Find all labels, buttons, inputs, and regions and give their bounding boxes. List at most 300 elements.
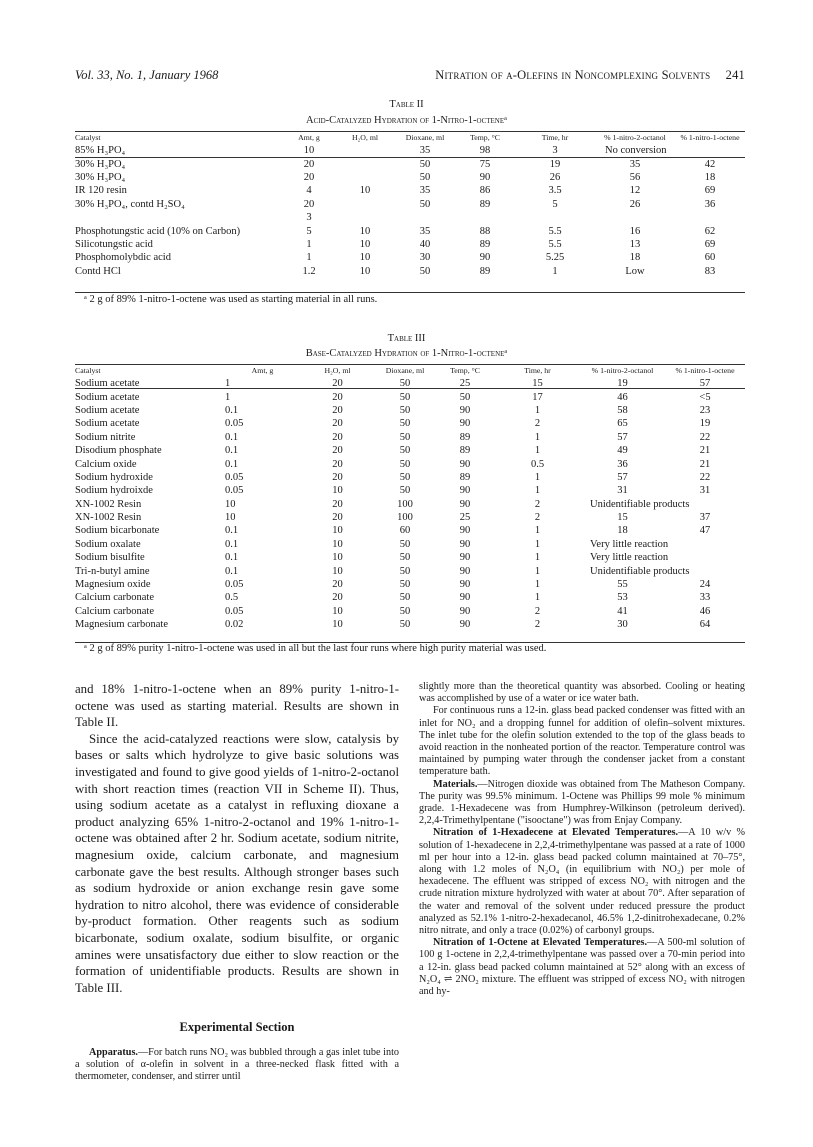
table-row [75, 591, 745, 604]
table-cell [335, 211, 395, 224]
table-cell: 83 [704, 265, 716, 277]
table-cell: 100 [397, 498, 413, 510]
table-cell: 0.05 [225, 485, 244, 497]
table-row [75, 618, 745, 631]
table-cell: 35 [419, 185, 431, 197]
right-paragraph-2: For continuous runs a 12-in. glass bead packed condenser was fitted with an inlet for NO₂ and a dropping funnel for addition of olefin–solvent mixtures. The inlet tube for the olefin solution extended to the top of the glass beads to avoid reaction in the nonheated portion of the reactor. Temperature control was maintained by pumping water through the condenser jacket from a constant temperature bath. [419, 705, 745, 778]
table-row [75, 551, 745, 564]
table-cell: 10 [332, 485, 343, 497]
table-2 [75, 133, 745, 278]
table-cell: 90 [479, 171, 491, 183]
table-cell: Sodium acetate [75, 378, 140, 390]
table-cell: 89 [459, 445, 471, 457]
table-cell: 90 [459, 552, 471, 564]
table-cell [335, 198, 395, 211]
table-cell: 69 [704, 238, 716, 250]
apparatus-paragraph [75, 1047, 399, 1084]
table-cell: 1 [534, 538, 541, 550]
table-cell: Phosphomolybdic acid [75, 252, 171, 264]
table-cell: Calcium oxide [75, 458, 137, 470]
table-cell: Phosphotungstic acid (10% on Carbon) [75, 225, 241, 237]
table-cell: 1.2 [302, 265, 316, 277]
table-cell: 50 [419, 158, 431, 170]
table-cell: 10 [332, 525, 343, 537]
table-cell: 89 [459, 471, 471, 483]
table-cell: 1 [534, 471, 541, 483]
table-cell [335, 144, 395, 157]
octene-text: —A 500-ml solution of 100 g 1-octene in 2,2,4-trimethylpentane was passed over a 70-min period into a 12-in. glass bead packed column maintained at 52° along with an excess of N₂O₄ ⇌ 2NO₂ mixture. The effluent was stripped of excess NO₂ with nitrogen and hy- [419, 937, 745, 998]
table-3-top-rule [75, 364, 745, 365]
table-cell: 5.25 [545, 252, 565, 264]
table-row [75, 184, 745, 197]
table-cell: XN-1002 Resin [75, 498, 142, 510]
table-cell: 0.1 [225, 538, 239, 550]
table-cell: 20 [303, 171, 315, 183]
table-cell: 98 [479, 145, 491, 157]
table-cell: 2 [534, 512, 541, 524]
table-cell: 100 [397, 512, 413, 524]
table-cell: 50 [399, 619, 411, 631]
table-cell: 10 [359, 252, 371, 264]
table-cell: Sodium acetate [75, 418, 140, 430]
octene-label: Nitration of 1-Octene at Elevated Temperatures. [433, 937, 648, 949]
table-cell: 62 [704, 225, 716, 237]
table-cell: 20 [303, 158, 315, 170]
table-cell: 13 [629, 238, 641, 250]
table-cell: 50 [459, 391, 471, 403]
table-cell: 10 [225, 512, 236, 524]
table-cell: 10 [332, 552, 343, 564]
table-cell: 85% H₃PO₄ [75, 145, 126, 157]
table-cell: 50 [399, 605, 411, 617]
table-cell: 5.5 [548, 225, 562, 237]
table-cell: 20 [332, 404, 343, 416]
table-cell: 35 [419, 145, 431, 157]
table-cell: 58 [617, 404, 628, 416]
table-cell: 20 [332, 498, 343, 510]
table-cell: 1 [306, 238, 312, 250]
table-cell: IR 120 resin [75, 185, 127, 197]
table-cell: 90 [459, 418, 471, 430]
table-cell: <5 [699, 391, 711, 403]
table-cell: 2 [534, 498, 541, 510]
table-cell: 5 [552, 198, 558, 210]
table-row [75, 224, 745, 237]
table-cell: No conversion [605, 145, 667, 157]
table-cell: 64 [699, 619, 711, 631]
table-cell: 1 [552, 265, 558, 277]
table-cell: 35 [419, 225, 431, 237]
table-2-header-row [75, 133, 745, 144]
table-row [75, 538, 745, 551]
table-cell [75, 211, 283, 224]
table-cell: 50 [419, 198, 431, 210]
column-header: Dioxane, ml [385, 366, 425, 375]
apparatus-label: Apparatus. [89, 1047, 138, 1058]
column-header: Dioxane, ml [405, 133, 445, 142]
left-paragraph-1: and 18% 1-nitro-1-octene when an 89% purity 1-nitro-1-octene was used as starting material. Results are shown in Table II. [75, 682, 399, 730]
table-cell: 22 [699, 431, 711, 443]
table-cell: 89 [459, 431, 471, 443]
table-cell: Tri-n-butyl amine [75, 565, 150, 577]
table-cell: 18 [617, 525, 628, 537]
column-header: Temp, °C [450, 366, 480, 375]
table-3-caption: Base-Catalyzed Hydration of 1-Nitro-1-octeneᵃ [305, 348, 508, 359]
table-cell: 60 [399, 525, 411, 537]
table-cell: 18 [629, 252, 641, 264]
column-header: H₂O, ml [351, 133, 379, 142]
table-cell: 3.5 [548, 185, 562, 197]
table-cell: 31 [699, 485, 711, 497]
table-cell: 50 [399, 485, 411, 497]
materials-text: —Nitrogen dioxide was obtained from The Matheson Company. The purity was 99.5% minimum. 1-Octene was Phillips 99 mole % minimum grade. 1-Hexadecene was from Humphrey-Wilkinson (petroleum derived). 2,2,4-Trimethylpentane ("isooctane") was from Enjay Company. [419, 778, 745, 827]
table-cell: 4 [306, 185, 312, 197]
hexadecene-label: Nitration of 1-Hexadecene at Elevated Temperatures. [433, 827, 679, 839]
table-cell: 50 [399, 378, 411, 390]
table-row [75, 238, 745, 251]
table-cell: 26 [549, 171, 561, 183]
table-cell: 16 [629, 225, 641, 237]
table-row [75, 157, 745, 170]
running-title: Nitration of α-Olefins in Noncomplexing Solvents [435, 68, 711, 82]
table-cell: 56 [629, 171, 641, 183]
table-cell: 75 [479, 158, 491, 170]
table-cell [395, 211, 455, 224]
table-cell: 10 [359, 225, 371, 237]
table-cell: 90 [459, 498, 471, 510]
table-cell: XN-1002 Resin [75, 512, 142, 524]
table-row [75, 471, 745, 484]
table-cell: 2 [534, 605, 541, 617]
table-cell: 30 [617, 619, 628, 631]
table-cell: 10 [332, 605, 343, 617]
table-3-header-row [75, 366, 745, 377]
table-cell: 10 [225, 498, 236, 510]
table-cell: 3 [552, 145, 558, 157]
table-cell: 0.1 [225, 445, 239, 457]
table-cell: 89 [479, 198, 491, 210]
table-cell: 24 [699, 579, 711, 591]
table-cell: Very little reaction [590, 552, 669, 564]
table-cell: 0.5 [530, 458, 545, 470]
table-cell: 88 [479, 225, 491, 237]
right-column-text [419, 681, 745, 998]
table-cell: 20 [332, 378, 343, 390]
left-column-text [75, 681, 399, 996]
column-header: H₂O, ml [324, 366, 351, 375]
table-cell: 10 [332, 619, 343, 631]
table-cell: Sodium bicarbonate [75, 525, 160, 537]
table-cell: 55 [617, 579, 628, 591]
table-cell: 89 [479, 265, 491, 277]
table-cell: 1 [225, 391, 231, 403]
table-cell: 17 [532, 391, 543, 403]
table-cell: 69 [704, 185, 716, 197]
table-cell: 57 [699, 378, 711, 390]
table-row [75, 144, 745, 157]
table-cell: 90 [459, 592, 471, 604]
table-cell: 19 [699, 418, 711, 430]
table-cell: 1 [534, 445, 541, 457]
table-cell: 90 [479, 252, 491, 264]
table-cell: 0.05 [225, 605, 244, 617]
table-cell: 10 [332, 538, 343, 550]
table-cell [675, 211, 745, 224]
table-cell: 0.1 [225, 431, 239, 443]
table-cell: Sodium bisulfite [75, 552, 145, 564]
table-cell: 20 [332, 445, 343, 457]
table-row [75, 578, 745, 591]
table-cell: 90 [459, 579, 471, 591]
table-cell: 90 [459, 525, 471, 537]
table-cell: Sodium nitrite [75, 431, 136, 443]
table-row [75, 605, 745, 618]
table-cell: 0.1 [225, 565, 239, 577]
table-row [75, 390, 745, 403]
section-heading-experimental: Experimental Section [179, 1020, 295, 1034]
table-cell: 50 [399, 431, 411, 443]
materials-paragraph [419, 779, 745, 828]
table-cell: Sodium oxalate [75, 538, 141, 550]
table-row [75, 498, 745, 511]
column-header: Catalyst [75, 366, 101, 375]
apparatus-text: —For batch runs NO₂ was bubbled through a gas inlet tube into a solution of α-olefin in solvent in a three-necked flask fitted with a thermometer, condenser, and stirrer until [75, 1047, 399, 1083]
table-cell: 10 [359, 238, 371, 250]
table-cell: 15 [532, 378, 543, 390]
running-title-header [435, 68, 745, 83]
table-cell: 50 [419, 265, 431, 277]
table-cell: 30% H₃PO₄ [75, 171, 126, 183]
table-cell: 57 [617, 471, 628, 483]
table-cell [335, 157, 395, 170]
column-header: % 1-nitro-2-octanol [604, 133, 666, 142]
table-cell: 1 [534, 592, 541, 604]
table-cell: 5.5 [548, 238, 562, 250]
table-cell: 65 [617, 418, 628, 430]
table-cell: 25 [459, 512, 471, 524]
hexadecene-text: —A 10 w/v % solution of 1-hexadecene in 2,2,4-trimethylpentane was passed at a rate of 1000 ml per hour into a 12-in. glass bead packed column maintained at 70–75°, along with 1.2 moles of N₂O₄ (in equilibrium with NO₂) per mole of hexadecene. The effluent was stripped of excess NO₂ with nitrogen and the crude nitration mixture hydrolyzed with water at about 70°. After separation of the water and removal of the solvent under reduced pressure the product analyzed as 52.1% 1-nitro-2-hexadecanol, 46.5% 1,2-dinitrohexadecane, 0.2% nitro nitrate, and only a trace (0.02%) of carbonyl groups. [419, 827, 745, 937]
table-cell: 50 [399, 538, 411, 550]
table-cell: 0.1 [225, 458, 239, 470]
table-row [75, 524, 745, 537]
table-cell: 0.5 [225, 592, 239, 604]
table-cell: Low [625, 265, 645, 277]
table-cell: 35 [629, 158, 641, 170]
table-cell: 57 [617, 431, 628, 443]
table-cell: Sodium hydroxide [75, 471, 153, 483]
table-cell: 90 [459, 458, 471, 470]
table-cell: 86 [479, 185, 491, 197]
table-cell: 50 [399, 592, 411, 604]
table-cell: 36 [704, 198, 716, 210]
table-3-body [75, 377, 745, 631]
table-cell: 50 [399, 391, 411, 403]
table-cell: 50 [419, 171, 431, 183]
table-cell: Unidentifiable products [590, 565, 690, 577]
table-cell: 50 [399, 552, 411, 564]
table-2-title: Table II [389, 99, 424, 110]
table-cell [515, 211, 595, 224]
table-cell: 12 [629, 185, 641, 197]
table-row [75, 171, 745, 184]
table-cell: 0.1 [225, 525, 239, 537]
table-cell: Very little reaction [590, 538, 669, 550]
table-cell: 60 [704, 252, 716, 264]
column-header: % 1-nitro-2-octanol [591, 366, 654, 375]
table-cell: 0.05 [225, 471, 244, 483]
table-cell: 26 [629, 198, 641, 210]
octene-paragraph [419, 937, 745, 998]
table-cell: 42 [704, 158, 716, 170]
table-3-footnote: ᵃ 2 g of 89% purity 1-nitro-1-octene was used in all but the last four runs where high purity material was used. [84, 643, 547, 654]
table-cell: 10 [332, 565, 343, 577]
table-cell: 47 [699, 525, 711, 537]
table-cell: 90 [459, 485, 471, 497]
table-cell: Disodium phosphate [75, 445, 162, 457]
table-cell: Sodium acetate [75, 404, 140, 416]
table-cell: 5 [306, 225, 312, 237]
table-cell: 10 [359, 265, 371, 277]
journal-volume-header: Vol. 33, No. 1, January 1968 [75, 68, 219, 82]
table-cell: 33 [699, 592, 711, 604]
table-cell: 19 [617, 378, 628, 390]
table-cell: 1 [534, 565, 541, 577]
hexadecene-paragraph [419, 827, 745, 937]
table-row [75, 417, 745, 430]
table-2-bottom-rule [75, 292, 745, 293]
table-cell: 50 [399, 404, 411, 416]
table-cell: 25 [459, 378, 471, 390]
table-row [75, 457, 745, 470]
table-cell: 50 [399, 565, 411, 577]
table-cell: 10 [303, 145, 315, 157]
table-cell: Magnesium carbonate [75, 619, 169, 631]
table-row [75, 404, 745, 417]
table-3-title: Table III [387, 333, 426, 344]
right-paragraph-1: slightly more than the theoretical quantity was absorbed. Cooling or heating was accomplished by use of a water or ice water bath. [419, 681, 745, 705]
table-cell [335, 171, 395, 184]
table-cell: 90 [459, 619, 471, 631]
table-cell: 0.02 [225, 619, 244, 631]
table-cell: Magnesium oxide [75, 579, 151, 591]
column-header: Amt, g [298, 133, 320, 142]
table-cell: 46 [699, 605, 711, 617]
table-cell: 30 [419, 252, 431, 264]
table-3-header-rule [75, 388, 745, 389]
table-cell: 2 [534, 418, 541, 430]
table-row [75, 211, 745, 224]
table-cell: 20 [332, 579, 343, 591]
table-cell: 21 [699, 458, 711, 470]
table-cell: 36 [617, 458, 628, 470]
table-cell: 20 [303, 198, 315, 210]
table-cell: 20 [332, 431, 343, 443]
table-cell: 30% H₃PO₄, contd H₂SO₄ [75, 198, 185, 210]
materials-label: Materials. [433, 778, 478, 790]
table-cell: 50 [399, 418, 411, 430]
table-cell: 41 [617, 605, 628, 617]
table-cell: Sodium acetate [75, 391, 140, 403]
table-cell: 10 [359, 185, 371, 197]
table-cell: 46 [617, 391, 628, 403]
table-row [75, 444, 745, 457]
table-cell: 23 [699, 404, 711, 416]
table-cell: 50 [399, 458, 411, 470]
table-cell: 50 [399, 445, 411, 457]
table-cell: 89 [479, 238, 491, 250]
table-cell: 20 [332, 458, 343, 470]
table-cell: 21 [699, 445, 711, 457]
table-cell: 1 [534, 552, 541, 564]
table-cell: 20 [332, 471, 343, 483]
table-cell: 2 [534, 619, 541, 631]
table-cell: 0.05 [225, 418, 244, 430]
table-2-body [75, 144, 745, 278]
column-header: % 1-nitro-1-octene [675, 366, 735, 375]
column-header: Time, hr [541, 133, 569, 142]
table-cell: 50 [399, 471, 411, 483]
table-row [75, 265, 745, 278]
table-cell: 37 [699, 512, 711, 524]
table-row [75, 511, 745, 524]
column-header: Catalyst [75, 133, 101, 142]
table-cell: 20 [332, 592, 343, 604]
table-cell: 0.1 [225, 404, 239, 416]
table-cell: 50 [399, 579, 411, 591]
table-cell: 1 [534, 525, 541, 537]
table-cell: 90 [459, 538, 471, 550]
table-row [75, 198, 745, 211]
table-cell: 20 [332, 391, 343, 403]
table-row [75, 251, 745, 264]
table-cell: 19 [549, 158, 561, 170]
table-row [75, 484, 745, 497]
table-cell: 31 [617, 485, 628, 497]
table-cell: 0.1 [225, 552, 239, 564]
table-cell: 22 [699, 471, 711, 483]
table-cell: 1 [534, 404, 541, 416]
table-cell: Calcium carbonate [75, 592, 155, 604]
table-3 [75, 366, 745, 631]
table-2-caption: Acid-Catalyzed Hydration of 1-Nitro-1-octeneᵃ [306, 115, 507, 126]
table-cell: Calcium carbonate [75, 605, 155, 617]
column-header: % 1-nitro-1-octene [680, 133, 740, 142]
table-cell: Unidentifiable products [590, 498, 690, 510]
page-number: 241 [725, 68, 745, 82]
table-2-header-rule [75, 157, 745, 158]
table-cell: 1 [306, 252, 312, 264]
table-cell: Silicotungstic acid [75, 238, 153, 250]
table-row [75, 431, 745, 444]
column-header: Temp, °C [470, 133, 500, 142]
table-cell: 3 [306, 212, 312, 224]
table-cell: 15 [617, 512, 628, 524]
table-cell [595, 211, 675, 224]
table-cell: 30% H₃PO₄ [75, 158, 126, 170]
table-2-footnote: ᵃ 2 g of 89% 1-nitro-1-octene was used as starting material in all runs. [84, 294, 378, 305]
left-paragraph-2: Since the acid-catalyzed reactions were slow, catalysis by bases or salts which hydrolyze to give basic solutions was investigated and found to give good yields of 1-nitro-2-octanol with short reaction times (reaction VII in Scheme II). Thus, using sodium acetate as a catalyst in refluxing dioxane a product analyzing 65% 1-nitro-2-octanol and 19% 1-nitro-1-octene was obtained after 2 hr. Sodium acetate, sodium nitrite, magnesium oxide, calcium carbonate, and magnesium carbonate gave the best results. Although stronger bases such as sodium hydroxide or anion exchange resin gave some hydration to nitro alcohol, there was evidence of considerable by-product formation. Other reagents such as sodium bicarbonate, sodium oxalate, sodium bisulfite, or organic amines were unsatisfactory due either to slow reaction or the formation of unidentifiable products. Results are shown in Table III. [75, 731, 399, 995]
table-cell: 18 [704, 171, 716, 183]
table-cell: 1 [534, 485, 541, 497]
table-cell: 0.05 [225, 579, 244, 591]
table-cell: 90 [459, 565, 471, 577]
table-cell [455, 211, 515, 224]
table-cell: 20 [332, 512, 343, 524]
table-row [75, 564, 745, 577]
table-cell: 90 [459, 605, 471, 617]
table-cell: 49 [617, 445, 628, 457]
table-cell: 40 [419, 238, 431, 250]
